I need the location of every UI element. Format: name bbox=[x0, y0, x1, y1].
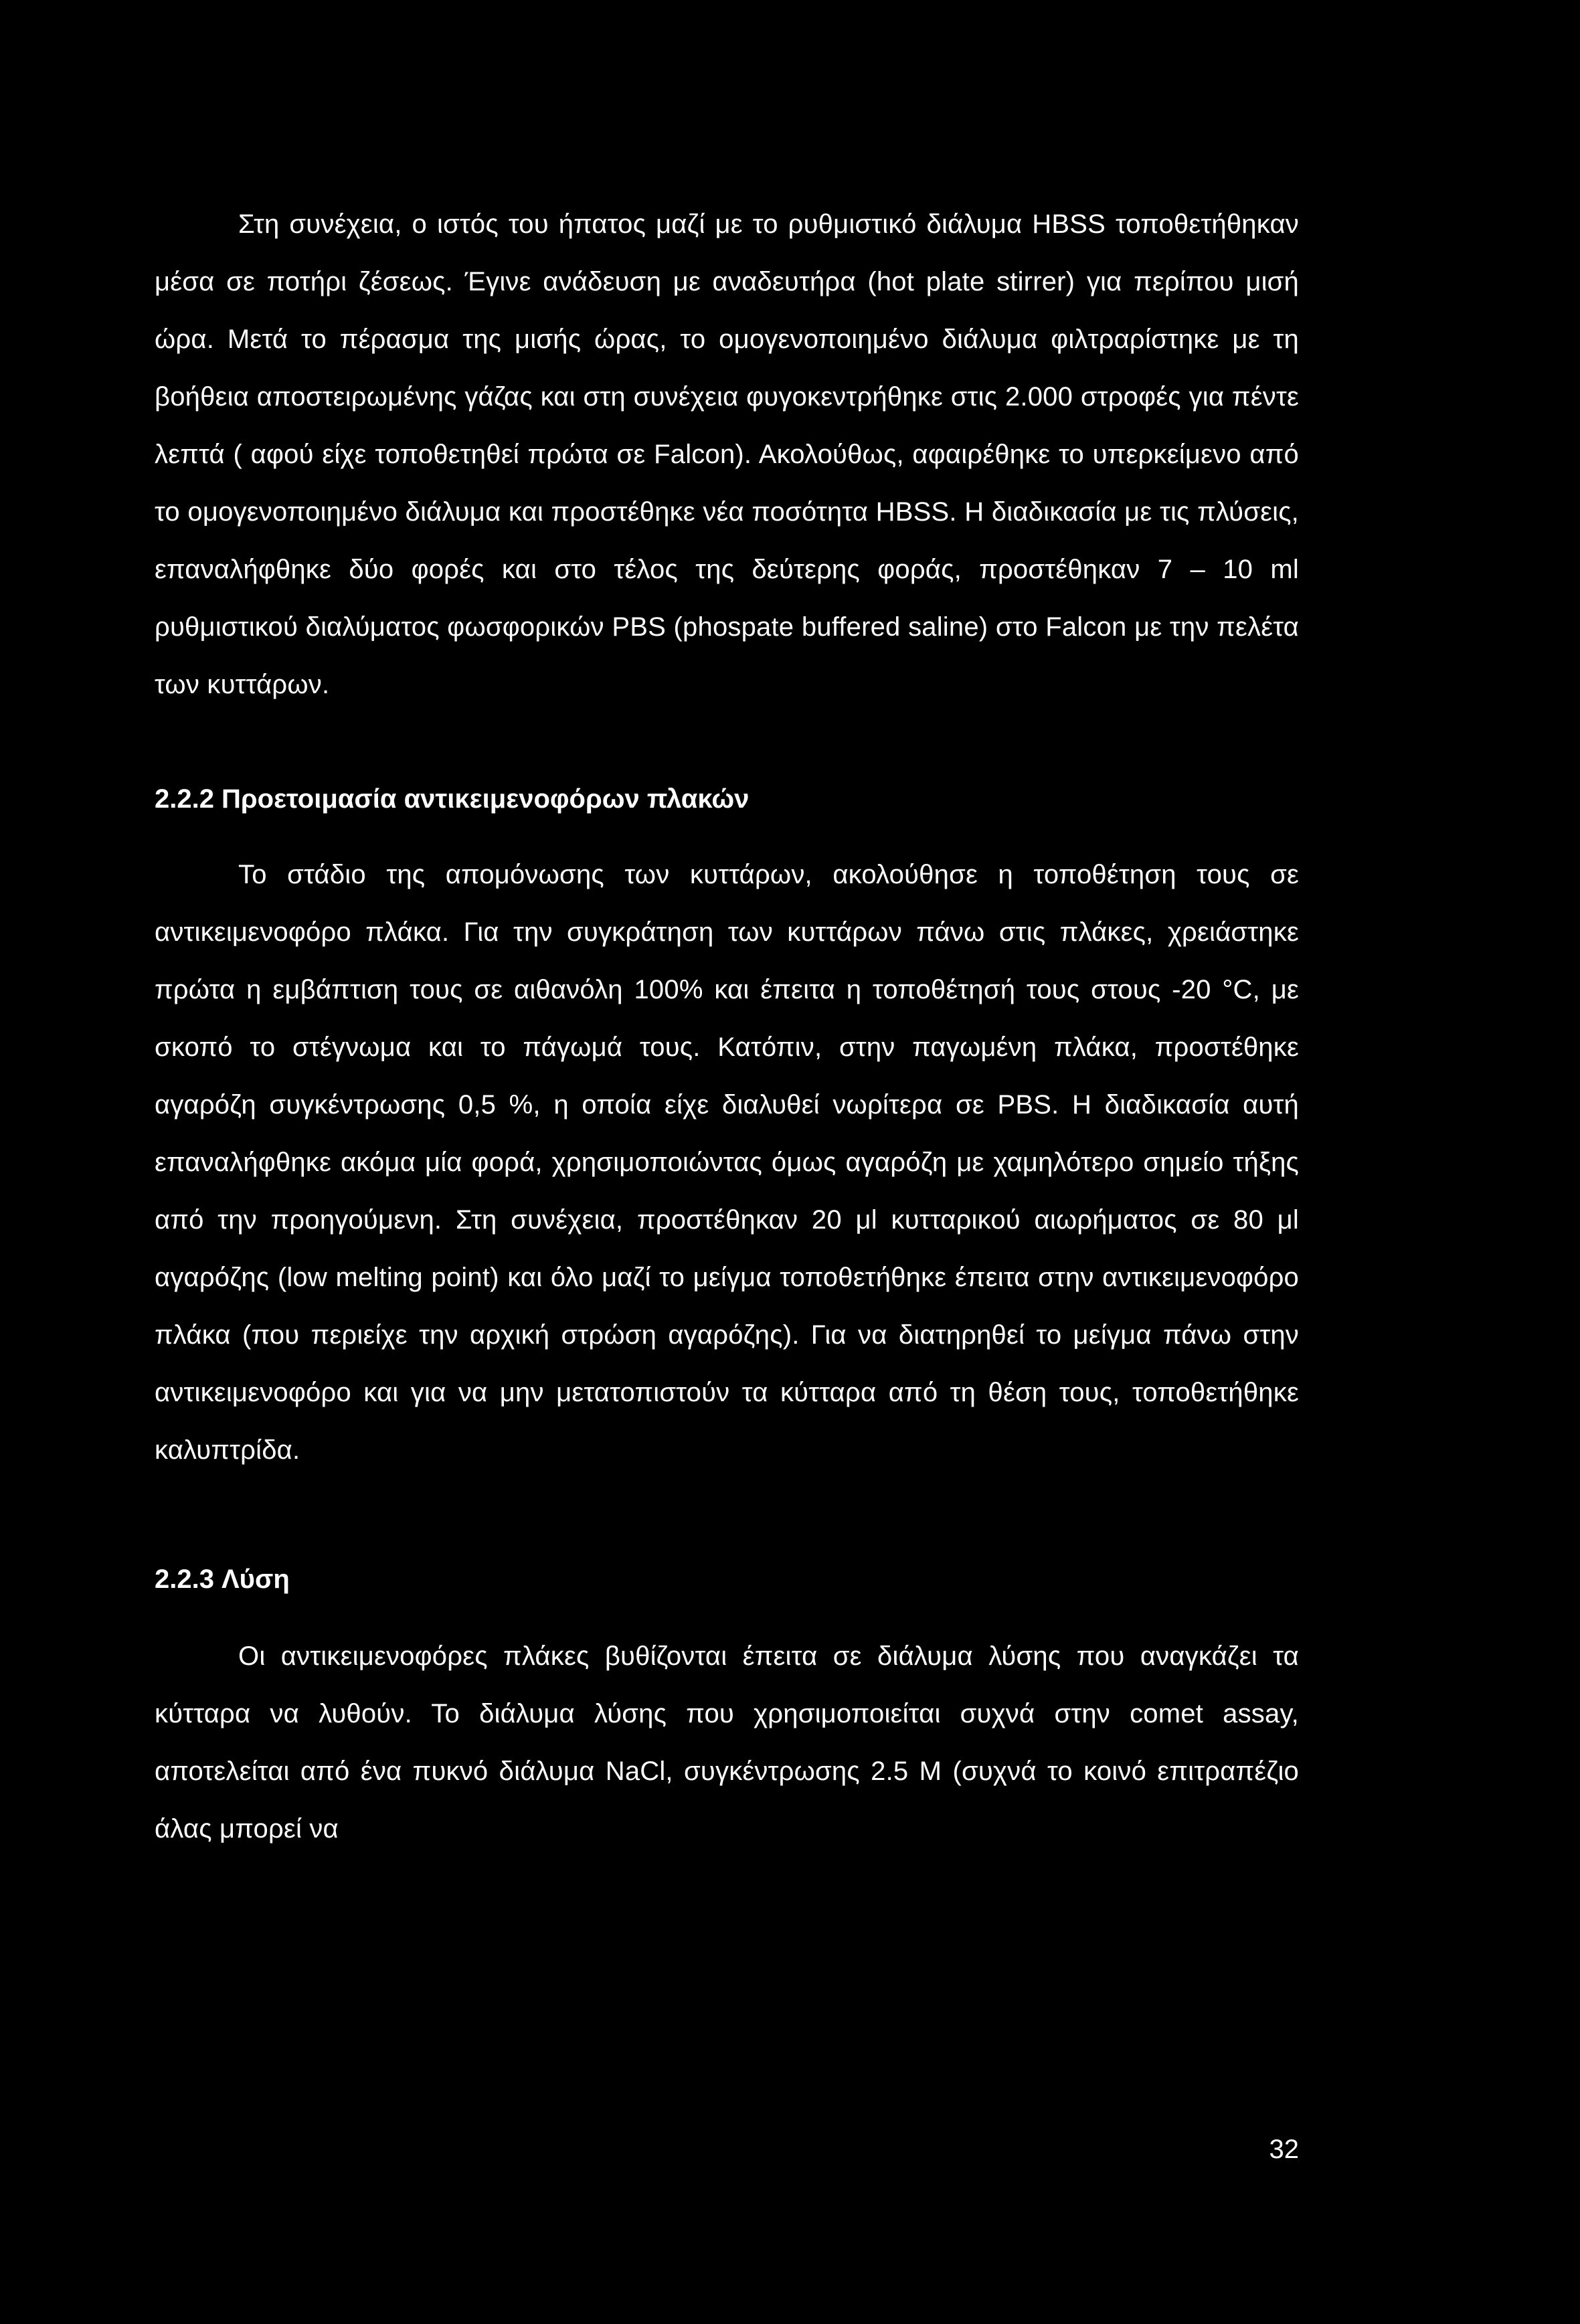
document-body bbox=[155, 195, 1299, 1858]
paragraph-liver-tissue-preparation: Στη συνέχεια, ο ιστός του ήπατος μαζί με το ρυθμιστικό διάλυμα HBSS τοποθετήθηκαν μέσα σε ποτήρι ζέσεως. Έγινε ανάδευση με αναδευτήρα (hot plate stirrer) για περίπου μισή ώρα. Μετά το πέρασμα της μισής ώρας, το ομογενοποιημένο διάλυμα φιλτραρίστηκε με τη βοήθεια αποστειρωμένης γάζας και στη συνέχεια φυγοκεντρήθηκε στις 2.000 στροφές για πέντε λεπτά ( αφού είχε τοποθετηθεί πρώτα σε Falcon). Ακολούθως, αφαιρέθηκε το υπερκείμενο από το ομογενοποιημένο διάλυμα και προστέθηκε νέα ποσότητα HBSS. Η διαδικασία με τις πλύσεις, επαναλήφθηκε δύο φορές και στο τέλος της δεύτερης φοράς, προστέθηκαν 7 – 10 ml ρυθμιστικού διαλύματος φωσφορικών PBS (phospate buffered saline) στο Falcon με την πελέτα των κυττάρων. bbox=[155, 209, 1299, 699]
section-heading-2-2-2 bbox=[155, 779, 1299, 819]
paragraph-slide-preparation: Το στάδιο της απομόνωσης των κυττάρων, ακολούθησε η τοποθέτηση τους σε αντικειμενοφόρο πλάκα. Για την συγκράτηση των κυττάρων πάνω στις πλάκες, χρειάστηκε πρώτα η εμβάπτιση τους σε αιθανόλη 100% και έπειτα η τοποθέτησή τους στους -20 °C, με σκοπό το στέγνωμα και το πάγωμά τους. Κατόπιν, στην παγωμένη πλάκα, προστέθηκε αγαρόζη συγκέντρωσης 0,5 %, η οποία είχε διαλυθεί νωρίτερα σε PBS. Η διαδικασία αυτή επαναλήφθηκε ακόμα μία φορά, χρησιμοποιώντας όμως αγαρόζη με χαμηλότερο σημείο τήξης από την προηγούμενη. Στη συνέχεια, προστέθηκαν 20 μl κυτταρικού αιωρήματος σε 80 μl αγαρόζης (low melting point) και όλο μαζί το μείγμα τοποθετήθηκε έπειτα στην αντικειμενοφόρο πλάκα (που περιείχε την αρχική στρώση αγαρόζης). Για να διατηρηθεί το μείγμα πάνω στην αντικειμενοφόρο και για να μην μετατοπιστούν τα κύτταρα από τη θέση τους, τοποθετήθηκε καλυπτρίδα. bbox=[155, 860, 1299, 1465]
section-number: 2.2.2 bbox=[155, 784, 214, 814]
section-heading-2-2-3 bbox=[155, 1559, 1299, 1599]
paragraph-lysis: Οι αντικειμενοφόρες πλάκες βυθίζονται έπειτα σε διάλυμα λύσης που αναγκάζει τα κύτταρα να λυθούν. Το διάλυμα λύσης που χρησιμοποιείται συχνά στην comet assay, αποτελείται από ένα πυκνό διάλυμα NaCl, συγκέντρωσης 2.5 M (συχνά το κοινό επιτραπέζιο άλας μπορεί να bbox=[155, 1641, 1299, 1844]
page-number: 32 bbox=[1269, 2135, 1299, 2164]
section-title: Προετοιμασία αντικειμενοφόρων πλακών bbox=[222, 784, 750, 814]
section-title: Λύση bbox=[222, 1565, 290, 1594]
section-number: 2.2.3 bbox=[155, 1565, 214, 1594]
